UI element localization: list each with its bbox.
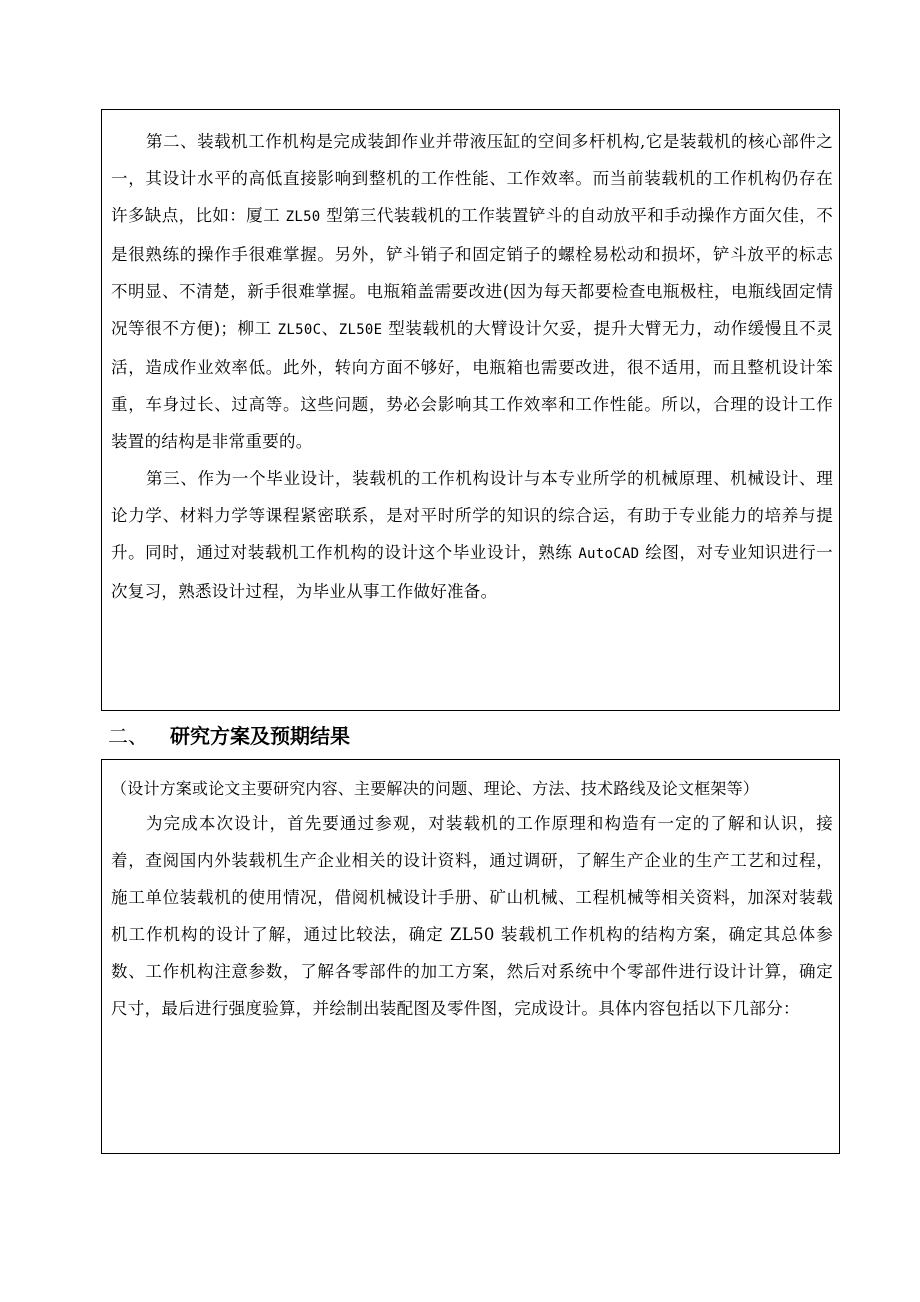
text-run: 型装载机的大臂设计欠妥，提升大臂无力，动作缓慢且不灵活，造成作业效率低。此外，转向方面不够好，电瓶箱也需要改进，很不适用，而且整机设计笨重，车身过长、过高等。这些问题，势必会影响其工作效率和工作性能。所以，合理的设计工作装置的结构是非常重要的。 <box>111 319 833 451</box>
paragraph-third-point <box>111 460 833 610</box>
text-run: 绘图，对专业知识进行一次复习，熟悉设计过程，为毕业从事工作做好准备。 <box>111 543 833 601</box>
model-code-zl50c: ZL50C <box>277 322 322 338</box>
text-run: 型第三代装载机的工作装置铲斗的自动放平和手动操作方面欠佳，不是很熟练的操作手很难掌握。另外，铲斗销子和固定销子的螺栓易松动和损坏，铲斗放平的标志不明显、不清楚，新手很难掌握。电瓶箱盖需要改进(因为每天都要检查电瓶极柱，电瓶线固定情况等很不方便)；柳工 <box>111 206 834 338</box>
model-code-zl50e: ZL50E <box>338 322 383 338</box>
model-code-zl50: ZL50 <box>285 209 321 225</box>
section-number: 二、 <box>108 724 148 748</box>
section-two-note: （设计方案或论文主要研究内容、主要解决的问题、理论、方法、技术路线及论文框架等） <box>111 779 760 798</box>
section-title: 研究方案及预期结果 <box>170 724 350 748</box>
section-two-text-box <box>101 759 840 1154</box>
text-run: 第二、装载机工作机构是完成装卸作业并带液压缸的空间多杆机构,它是装载机的核心部件之一，其设计水平的高低直接影响到整机的工作性能、工作效率。而当前装载机的工作机构仍存在许多缺点，比如：厦工 <box>111 132 833 225</box>
text-run: 第三、作为一个毕业设计，装载机的工作机构设计与本专业所学的机械原理、机械设计、理论力学、材料力学等课程紧密联系，是对平时所学的知识的综合运，有助于专业能力的培养与提升。同时，通过对装载机工作机构的设计这个毕业设计，熟练 <box>111 469 833 562</box>
text-run: 、 <box>321 319 339 338</box>
section-one-text-box <box>101 109 840 711</box>
paragraph-second-point <box>111 123 833 460</box>
software-name-autocad: AutoCAD <box>578 546 640 562</box>
paragraph-research-plan: 为完成本次设计，首先要通过参观，对装载机的工作原理和构造有一定的了解和认识，接着，查阅国内外装载机生产企业相关的设计资料，通过调研，了解生产企业的生产工艺和过程，施工单位装载机的使用情况，借阅机械设计手册、矿山机械、工程机械等相关资料，加深对装载机工作机构的设计了解，通过比较法，确定 ZL50 装载机工作机构的结构方案，确定其总体参数、工作机构注意参数，了解各零部件的加工方案，然后对系统中个零部件进行设计计算，确定尺寸，最后进行强度验算，并绘制出装配图及零件图，完成设计。具体内容包括以下几部分： <box>111 814 833 1018</box>
section-two-heading <box>108 718 350 754</box>
